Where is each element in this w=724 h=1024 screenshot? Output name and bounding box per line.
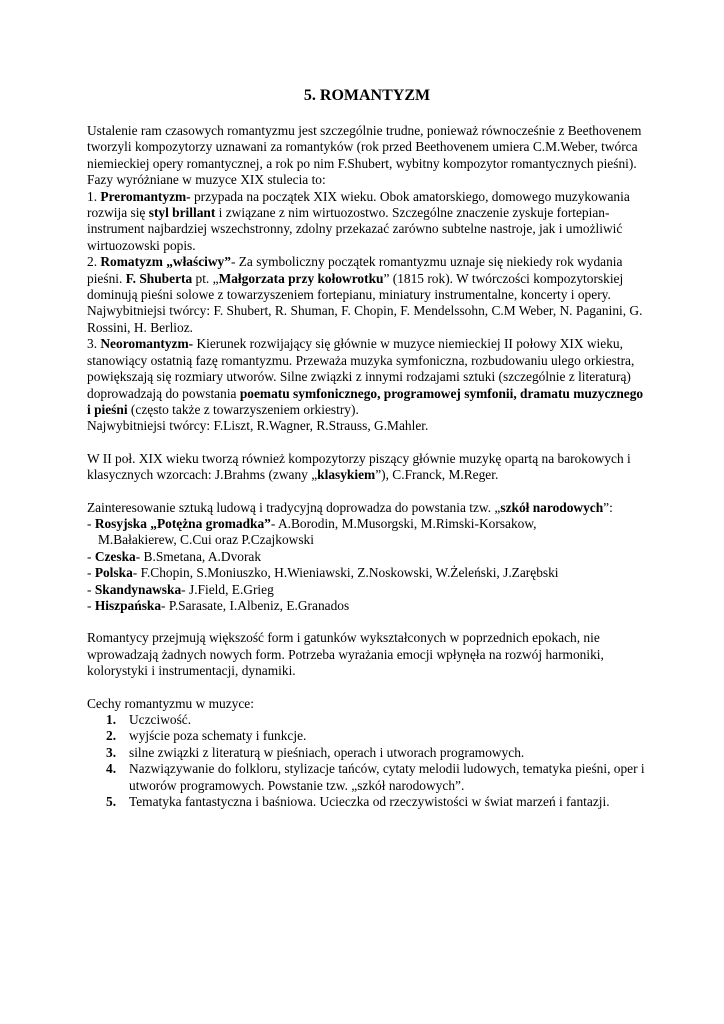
phase-romanticism-proper: 2. Romatyzm „właściwy”- Za symboliczny początek romantyzmu uznaje się niekiedy rok wydania pieśni. F. Shuberta pt. „Małgorzata przy kołowrotku” (1815 rok). W twórczości kompozytorskiej dominują pieśni solowe z towarzyszeniem fortepianu, miniatury instrumentalne, koncerty i opery. (87, 254, 624, 303)
list-item: 4. Nazwiązywanie do folkloru, stylizacje tańców, cytaty melodii ludowych, tematyka pieśni, oper i utworów programowych. Powstanie tzw. „szkół narodowych”. (106, 761, 645, 793)
schools-intro: Zainteresowanie sztuką ludową i tradycyjną doprowadza do powstania tzw. „szkół narodowych”: (87, 499, 613, 515)
spacer (87, 435, 647, 451)
school-item-polish: - Polska- F.Chopin, S.Moniuszko, H.Wieniawski, Z.Noskowski, W.Żeleński, J.Zarębski (87, 565, 559, 581)
features-list (87, 712, 647, 810)
phase-name: Romatyzm „właściwy” (100, 254, 231, 270)
list-item: 5. Tematyka fantastyczna i baśniowa. Ucieczka od rzeczywistości w świat marzeń i fantazji. (106, 794, 610, 810)
phase3-creators: Najwybitniejsi twórcy: F.Liszt, R.Wagner, R.Strauss, G.Mahler. (87, 418, 429, 434)
spacer (87, 614, 647, 630)
spacer (87, 484, 647, 500)
phase2-creators: Najwybitniejsi twórcy: F. Shubert, R. Shuman, F. Chopin, F. Mendelssohn, C.M Weber, N. Paganini, G. Rossini, H. Berlioz. (87, 303, 643, 335)
forms-paragraph: Romantycy przejmują większość form i gatunków wykształconych w poprzednich epokach, nie wprowadzają żadnych nowych form. Potrzeba wyrażania emocji wpłynęła na rozwój harmoniki, kolorystyki i instrumentacji, dynamiki. (87, 630, 604, 679)
school-item-scandinavian: - Skandynawska- J.Field, E.Grieg (87, 581, 274, 597)
school-item-spanish: - Hiszpańska- P.Sarasate, I.Albeniz, E.Granados (87, 597, 350, 613)
page-title: 5. ROMANTYZM (303, 87, 431, 104)
phase-neoromanticism: 3. Neoromantyzm- Kierunek rozwijający się głównie w muzyce niemieckiej II połowy XIX wieku, stanowiący ostatnią fazę romantyzmu. Przeważa muzyka symfoniczna, rozbudowaniu ulego orkiestra, powiększają się rozmiary utworów. Silne związki z innymi rodzajami sztuki (szczególnie z literaturą) doprowadzają do powstania poematu symfonicznego, programowej symfonii, dramatu muzycznego i pieśni (często także z towarzyszeniem orkiestry). (87, 336, 644, 417)
school-item-russian-continued: M.Bałakierew, C.Cui oraz P.Czajkowski (98, 532, 314, 548)
spacer (87, 680, 647, 696)
phases-intro: Fazy wyróżniane w muzyce XIX stulecia to: (87, 172, 326, 188)
list-item: 2. wyjście poza schematy i funkcje. (106, 728, 307, 744)
phase-name: Neoromantyzm- (100, 336, 194, 352)
school-item-russian: - Rosyjska „Potężna gromadka”- A.Borodin, M.Musorgski, M.Rimski-Korsakow, (87, 515, 537, 531)
phase-name: Preromantyzm- (100, 188, 191, 204)
school-item-czech: - Czeska- B.Smetana, A.Dvorak (87, 548, 262, 564)
features-title: Cechy romantyzmu w muzyce: (87, 695, 254, 711)
intro-paragraph: Ustalenie ram czasowych romantyzmu jest szczególnie trudne, ponieważ równocześnie z Beethovenem tworzyli kompozytorzy uznawani za romantyków (rok przed Beethovenem umiera C.M.Weber, twórca niemieckiej opery romantycznej, a rok po nim F.Shubert, wybitny kompozytor romantycznych pieśni). (87, 123, 642, 171)
list-item: 3. silne związki z literaturą w pieśniach, operach i utworach programowych. (106, 744, 525, 760)
phase-preromanticism: 1. Preromantyzm- przypada na początek XIX wieku. Obok amatorskiego, domowego muzykowania rozwija się styl brillant i związane z nim wirtuozostwo. Szczególne znaczenie zyskuje fortepian- instrument najbardziej wszechstronny, zdolny przekazać zarówno subtelne nastroje, jak i umożliwić wirtuozowski popis. (87, 188, 630, 253)
baroque-paragraph: W II poł. XIX wieku tworzą również kompozytorzy piszący głównie muzykę opartą na barokowych i klasycznych wzorcach: J.Brahms (zwany „klasykiem”), C.Franck, M.Reger. (87, 450, 631, 483)
document-body (87, 86, 647, 810)
list-item: 1. Uczciwość. (106, 712, 192, 727)
